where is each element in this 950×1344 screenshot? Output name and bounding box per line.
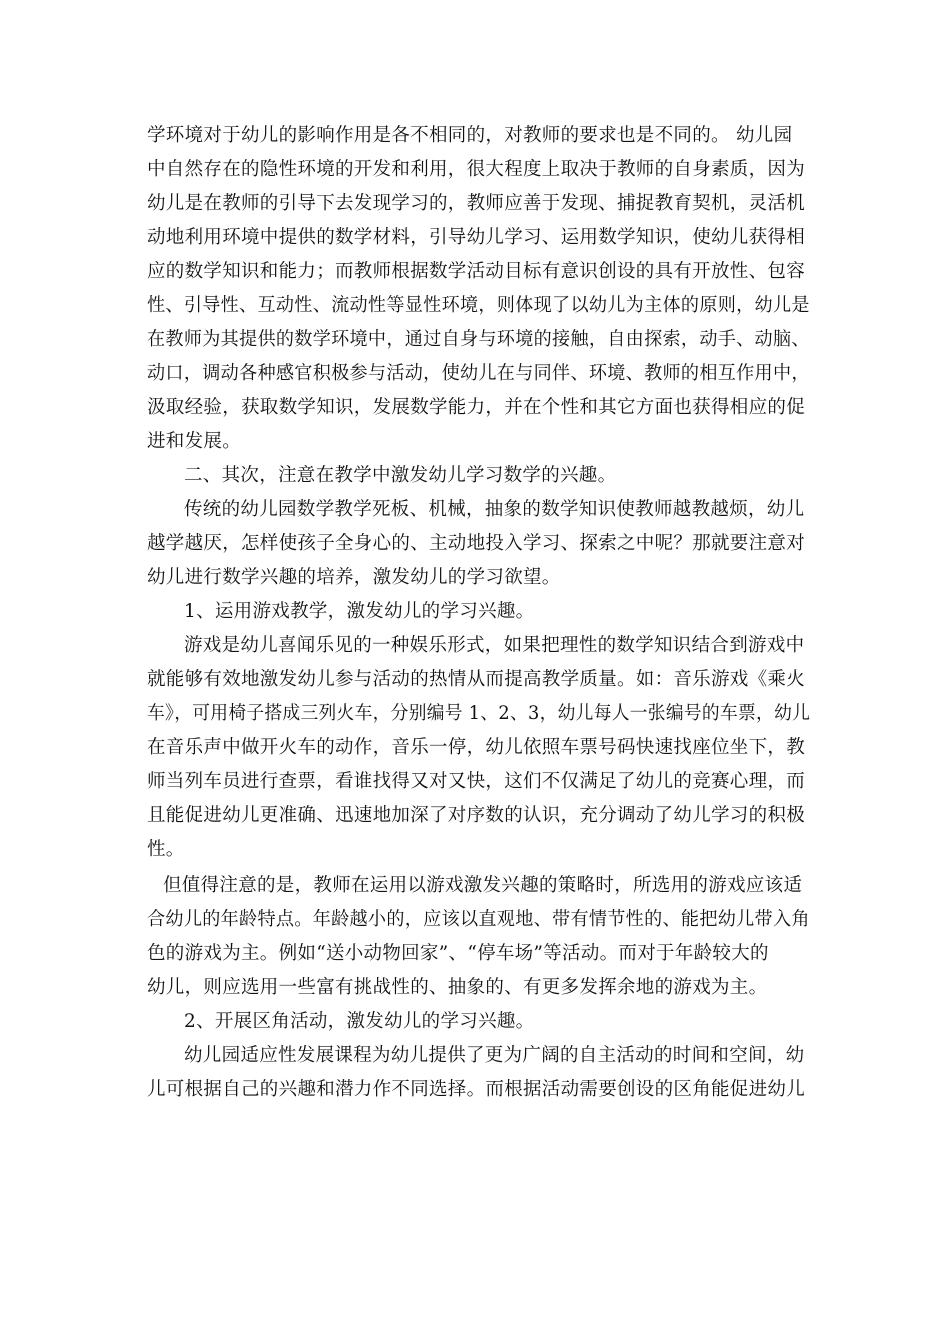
text-line: 幼儿园适应性发展课程为幼儿提供了更为广阔的自主活动的时间和空间，幼 [184,1045,805,1066]
text-line: 师当列车员进行查票，看谁找得又对又快，这们不仅满足了幼儿的竞赛心理，而 [147,771,806,792]
text-line: 越学越厌，怎样使孩子全身心的、主动地投入学习、探索之中呢？那就要注意对 [147,533,806,554]
text-line: 在教师为其提供的数学环境中，通过自身与环境的接触，自由探索，动手、动脑、 [147,329,810,350]
text-line: 传统的幼儿园数学教学死板、机械，抽象的数学知识使教师越教越烦，幼儿 [184,499,805,520]
text-line: 幼儿是在教师的引导下去发现学习的，教师应善于发现、捕捉教育契机，灵活机 [147,193,806,214]
text-line: 车》，可用椅子搭成三列火车，分别编号 1、2、3，幼儿每人一张编号的车票，幼儿 [147,703,811,724]
text-line: 中自然存在的隐性环境的开发和利用，很大程度上取决于教师的自身素质，因为 [147,159,806,180]
text-line: 游戏是幼儿喜闻乐见的一种娱乐形式，如果把理性的数学知识结合到游戏中 [184,635,805,656]
subsection-heading: 2、开展区角活动，激发幼儿的学习兴趣。 [184,1011,535,1032]
text-line: 儿可根据自己的兴趣和潜力作不同选择。而根据活动需要创设的区角能促进幼儿 [147,1079,806,1100]
text-line: 合幼儿的年龄特点。年龄越小的，应该以直观地、带有情节性的、能把幼儿带入角 [147,909,810,930]
subsection-heading: 1、运用游戏教学，激发幼儿的学习兴趣。 [184,601,535,622]
text-line: 性。 [147,839,185,860]
text-line: 性、引导性、互动性、流动性等显性环境，则体现了以幼儿为主体的原则，幼儿是 [147,295,810,316]
text-line: 幼儿，则应选用一些富有挑战性的、抽象的、有更多发挥余地的游戏为主。 [147,977,768,998]
section-heading: 二、其次，注意在教学中激发幼儿学习数学的兴趣。 [184,465,617,486]
text-line: 动口，调动各种感官积极参与活动，使幼儿在与同伴、环境、教师的相互作用中， [147,363,810,384]
text-line: 进和发展。 [147,431,242,452]
text-line: 且能促进幼儿更准确、迅速地加深了对序数的认识，充分调动了幼儿学习的积极 [147,805,806,826]
text-line: 学环境对于幼儿的影响作用是各不相同的，对教师的要求也是不同的。 幼儿园 [147,125,793,146]
text-line: 色的游戏为主。例如“送小动物回家”、“停车场”等活动。而对于年龄较大的 [147,943,769,964]
text-line: 应的数学知识和能力；而教师根据数学活动目标有意识创设的具有开放性、包容 [147,261,806,282]
text-line: 但值得注意的是，教师在运用以游戏激发兴趣的策略时，所选用的游戏应该适 [163,875,803,896]
text-line: 动地利用环境中提供的数学材料，引导幼儿学习、运用数学知识，使幼儿获得相 [147,227,806,248]
text-line: 汲取经验，获取数学知识，发展数学能力，并在个性和其它方面也获得相应的促 [147,397,806,418]
text-line: 在音乐声中做开火车的动作，音乐一停，幼儿依照车票号码快速找座位坐下，教 [147,737,806,758]
text-line: 幼儿进行数学兴趣的培养，激发幼儿的学习欲望。 [147,567,561,588]
text-line: 就能够有效地激发幼儿参与活动的热情从而提高教学质量。如：音乐游戏《乘火 [147,669,806,690]
